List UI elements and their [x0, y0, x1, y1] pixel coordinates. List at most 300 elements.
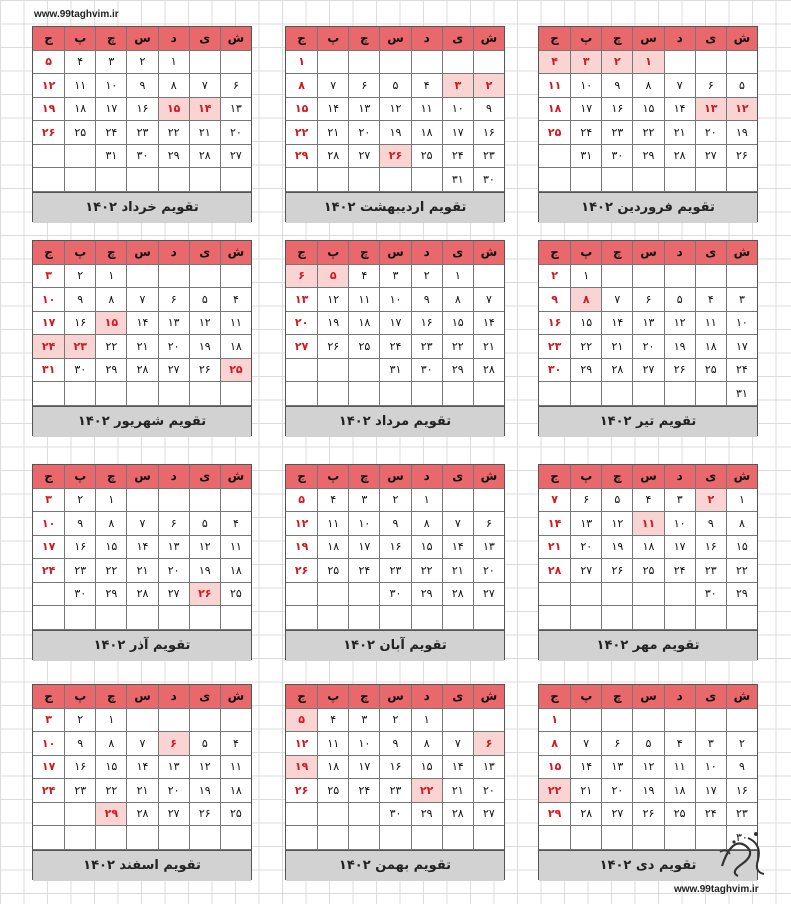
day-cell: ۲۸: [442, 803, 473, 827]
day-cell: ۱۴: [539, 512, 570, 536]
day-cell: ۶: [158, 288, 189, 312]
day-cell: ۲۴: [348, 779, 379, 803]
day-cell: ۱۶: [411, 312, 442, 336]
day-cell: ۱۵: [726, 536, 757, 560]
day-cell: ۱۰: [570, 74, 601, 98]
month-calendar: [32, 240, 252, 436]
day-cell: ۲۴: [379, 335, 410, 359]
weekday-header: ش: [473, 685, 504, 709]
day-cell: ۲۰: [158, 559, 189, 583]
day-cell: ۹: [539, 288, 570, 312]
day-cell: ۱۵: [158, 98, 189, 122]
day-cell: ۹: [473, 98, 504, 122]
day-cell: ۴: [695, 288, 726, 312]
day-cell: ۲۶: [664, 359, 695, 383]
weekday-header: ی: [695, 465, 726, 489]
weekday-header: س: [126, 685, 157, 709]
empty-cell: [286, 803, 317, 827]
empty-cell: [220, 826, 251, 850]
day-cell: ۴: [539, 51, 570, 75]
day-cell: ۳۰: [726, 826, 757, 850]
day-cell: ۳: [33, 489, 64, 513]
month-calendar: [285, 464, 505, 660]
empty-cell: [442, 826, 473, 850]
day-cell: ۲۹: [95, 359, 126, 383]
day-cell: ۱۱: [317, 732, 348, 756]
day-cell: ۲۲: [539, 779, 570, 803]
day-cell: ۲۴: [442, 145, 473, 169]
day-cell: ۱۶: [473, 121, 504, 145]
day-cell: ۱۴: [664, 98, 695, 122]
empty-cell: [473, 382, 504, 406]
weekday-header: د: [664, 465, 695, 489]
weekday-header: چ: [95, 241, 126, 265]
weekday-header: ج: [539, 465, 570, 489]
month-title: تقویم مرداد ۱۴۰۲: [286, 406, 504, 437]
empty-cell: [601, 168, 632, 192]
empty-cell: [286, 583, 317, 607]
day-cell: ۶: [158, 732, 189, 756]
empty-cell: [33, 826, 64, 850]
day-cell: ۵: [189, 732, 220, 756]
empty-cell: [695, 168, 726, 192]
day-cell: ۱۰: [442, 98, 473, 122]
day-cell: ۲۴: [33, 335, 64, 359]
day-cell: ۴: [348, 265, 379, 289]
day-cell: ۱۰: [348, 732, 379, 756]
day-cell: ۹: [601, 74, 632, 98]
day-cell: ۲۹: [539, 803, 570, 827]
weekday-header: د: [158, 241, 189, 265]
day-cell: ۱۰: [33, 288, 64, 312]
weekday-header: ی: [695, 241, 726, 265]
day-cell: ۲۳: [601, 121, 632, 145]
day-cell: ۲۷: [473, 583, 504, 607]
day-cell: ۲۷: [158, 583, 189, 607]
empty-cell: [317, 382, 348, 406]
empty-cell: [158, 606, 189, 630]
day-cell: ۱۷: [33, 312, 64, 336]
empty-cell: [473, 826, 504, 850]
day-cell: ۲۰: [473, 559, 504, 583]
day-cell: ۱۲: [726, 98, 757, 122]
weekday-header: د: [158, 27, 189, 51]
weekday-header: چ: [601, 27, 632, 51]
day-cell: ۳۱: [379, 359, 410, 383]
empty-cell: [126, 168, 157, 192]
day-cell: ۱۰: [695, 756, 726, 780]
weekday-header: پ: [570, 241, 601, 265]
day-cell: ۲۰: [286, 312, 317, 336]
website-url-bottom[interactable]: www.99taghvim.ir: [674, 884, 759, 895]
day-cell: ۲: [601, 51, 632, 75]
month-calendar: [285, 684, 505, 880]
day-cell: ۲۸: [664, 145, 695, 169]
day-cell: ۹: [64, 732, 95, 756]
day-cell: ۶: [473, 732, 504, 756]
empty-cell: [411, 382, 442, 406]
empty-cell: [348, 606, 379, 630]
empty-cell: [570, 826, 601, 850]
day-cell: ۲۰: [473, 779, 504, 803]
day-cell: ۲۳: [379, 779, 410, 803]
day-cell: ۱۰: [726, 312, 757, 336]
day-cell: ۲۲: [632, 121, 663, 145]
days-grid: [286, 685, 504, 850]
day-cell: ۲۹: [726, 583, 757, 607]
day-cell: ۱۶: [126, 98, 157, 122]
day-cell: ۲۰: [570, 536, 601, 560]
empty-cell: [539, 168, 570, 192]
day-cell: ۷: [442, 512, 473, 536]
day-cell: ۲۲: [411, 779, 442, 803]
day-cell: ۱۵: [539, 756, 570, 780]
day-cell: ۲۳: [539, 335, 570, 359]
empty-cell: [33, 583, 64, 607]
day-cell: ۱۸: [220, 335, 251, 359]
weekday-header: د: [411, 685, 442, 709]
day-cell: ۳۱: [33, 359, 64, 383]
day-cell: ۳۱: [570, 145, 601, 169]
month-title: تقویم مهر ۱۴۰۲: [539, 630, 757, 661]
empty-cell: [632, 265, 663, 289]
day-cell: ۷: [442, 732, 473, 756]
weekday-header: ش: [220, 241, 251, 265]
day-cell: ۱۸: [317, 756, 348, 780]
days-grid: [539, 241, 757, 406]
weekday-header: ج: [286, 27, 317, 51]
day-cell: ۴: [220, 512, 251, 536]
day-cell: ۱۱: [317, 512, 348, 536]
empty-cell: [473, 265, 504, 289]
day-cell: ۱۹: [33, 98, 64, 122]
weekday-header: ش: [726, 685, 757, 709]
day-cell: ۲۵: [220, 583, 251, 607]
empty-cell: [379, 168, 410, 192]
day-cell: ۱: [411, 489, 442, 513]
day-cell: ۱۹: [379, 121, 410, 145]
empty-cell: [33, 803, 64, 827]
day-cell: ۴: [317, 489, 348, 513]
empty-cell: [286, 606, 317, 630]
weekday-header: س: [632, 241, 663, 265]
empty-cell: [158, 826, 189, 850]
day-cell: ۹: [695, 512, 726, 536]
day-cell: ۲۹: [442, 359, 473, 383]
weekday-header: س: [379, 465, 410, 489]
empty-cell: [33, 168, 64, 192]
day-cell: ۲۵: [64, 121, 95, 145]
day-cell: ۱: [95, 265, 126, 289]
month-title: تقویم بهمن ۱۴۰۲: [286, 850, 504, 881]
day-cell: ۱۸: [220, 559, 251, 583]
day-cell: ۲: [726, 732, 757, 756]
empty-cell: [601, 265, 632, 289]
weekday-header: س: [632, 27, 663, 51]
weekday-header: چ: [348, 27, 379, 51]
empty-cell: [64, 382, 95, 406]
day-cell: ۱۶: [64, 536, 95, 560]
weekday-header: د: [411, 465, 442, 489]
day-cell: ۱۴: [126, 536, 157, 560]
empty-cell: [411, 606, 442, 630]
weekday-header: ش: [473, 27, 504, 51]
day-cell: ۱۵: [411, 756, 442, 780]
day-cell: ۱۴: [126, 312, 157, 336]
day-cell: ۲۶: [189, 583, 220, 607]
empty-cell: [379, 826, 410, 850]
month-title: تقویم خرداد ۱۴۰۲: [33, 192, 251, 223]
day-cell: ۱۱: [539, 74, 570, 98]
day-cell: ۲۳: [64, 779, 95, 803]
day-cell: ۱۸: [539, 98, 570, 122]
day-cell: ۲۵: [220, 803, 251, 827]
day-cell: ۱۲: [379, 98, 410, 122]
day-cell: ۲۶: [286, 779, 317, 803]
day-cell: ۱۶: [64, 756, 95, 780]
day-cell: ۵: [286, 489, 317, 513]
day-cell: ۲۲: [570, 335, 601, 359]
day-cell: ۲۶: [726, 145, 757, 169]
day-cell: ۲۲: [726, 559, 757, 583]
day-cell: ۸: [158, 74, 189, 98]
empty-cell: [158, 382, 189, 406]
day-cell: ۵: [632, 732, 663, 756]
day-cell: ۲۱: [473, 335, 504, 359]
empty-cell: [379, 51, 410, 75]
day-cell: ۶: [632, 288, 663, 312]
day-cell: ۱۷: [379, 312, 410, 336]
day-cell: ۲۹: [632, 145, 663, 169]
empty-cell: [126, 265, 157, 289]
day-cell: ۸: [632, 74, 663, 98]
day-cell: ۲۶: [189, 803, 220, 827]
empty-cell: [95, 168, 126, 192]
day-cell: ۲۹: [286, 145, 317, 169]
day-cell: ۱۰: [33, 512, 64, 536]
empty-cell: [317, 359, 348, 383]
empty-cell: [126, 606, 157, 630]
weekday-header: س: [632, 685, 663, 709]
day-cell: ۲۴: [33, 559, 64, 583]
day-cell: ۱۳: [158, 312, 189, 336]
empty-cell: [317, 51, 348, 75]
day-cell: ۲۱: [317, 121, 348, 145]
day-cell: ۸: [95, 512, 126, 536]
empty-cell: [664, 382, 695, 406]
day-cell: ۱۵: [442, 312, 473, 336]
weekday-header: ش: [220, 27, 251, 51]
day-cell: ۶: [348, 74, 379, 98]
day-cell: ۱۳: [695, 98, 726, 122]
day-cell: ۱۲: [632, 756, 663, 780]
weekday-header: س: [379, 27, 410, 51]
empty-cell: [570, 709, 601, 733]
day-cell: ۱۶: [64, 312, 95, 336]
days-grid: [539, 27, 757, 192]
empty-cell: [33, 145, 64, 169]
day-cell: ۲۱: [126, 335, 157, 359]
weekday-header: پ: [64, 685, 95, 709]
day-cell: ۲۱: [601, 335, 632, 359]
empty-cell: [189, 826, 220, 850]
day-cell: ۹: [726, 756, 757, 780]
day-cell: ۱۳: [158, 536, 189, 560]
day-cell: ۲۹: [570, 359, 601, 383]
empty-cell: [632, 583, 663, 607]
day-cell: ۱۹: [601, 536, 632, 560]
empty-cell: [664, 51, 695, 75]
weekday-header: چ: [95, 465, 126, 489]
empty-cell: [348, 826, 379, 850]
day-cell: ۱۲: [189, 756, 220, 780]
empty-cell: [601, 709, 632, 733]
days-grid: [33, 465, 251, 630]
day-cell: ۷: [126, 288, 157, 312]
day-cell: ۱۹: [664, 335, 695, 359]
empty-cell: [158, 709, 189, 733]
empty-cell: [220, 606, 251, 630]
day-cell: ۱۷: [570, 98, 601, 122]
day-cell: ۲۴: [570, 121, 601, 145]
day-cell: ۷: [126, 732, 157, 756]
empty-cell: [695, 382, 726, 406]
day-cell: ۷: [539, 489, 570, 513]
empty-cell: [348, 803, 379, 827]
day-cell: ۵: [189, 512, 220, 536]
day-cell: ۲۲: [442, 335, 473, 359]
day-cell: ۸: [726, 512, 757, 536]
empty-cell: [539, 826, 570, 850]
day-cell: ۲۷: [348, 145, 379, 169]
empty-cell: [126, 826, 157, 850]
days-grid: [286, 241, 504, 406]
weekday-header: س: [379, 241, 410, 265]
days-grid: [33, 27, 251, 192]
day-cell: ۲۰: [220, 121, 251, 145]
day-cell: ۱۵: [632, 98, 663, 122]
empty-cell: [95, 826, 126, 850]
weekday-header: ش: [220, 685, 251, 709]
empty-cell: [601, 826, 632, 850]
day-cell: ۱۷: [95, 98, 126, 122]
weekday-header: چ: [601, 241, 632, 265]
empty-cell: [158, 489, 189, 513]
empty-cell: [317, 606, 348, 630]
day-cell: ۱۳: [473, 536, 504, 560]
empty-cell: [64, 145, 95, 169]
empty-cell: [632, 168, 663, 192]
month-calendar: [285, 26, 505, 222]
month-calendar: [538, 26, 758, 222]
day-cell: ۳۰: [126, 145, 157, 169]
day-cell: ۶: [220, 74, 251, 98]
day-cell: ۲۸: [473, 359, 504, 383]
day-cell: ۳۱: [726, 382, 757, 406]
empty-cell: [664, 826, 695, 850]
day-cell: ۱۸: [220, 779, 251, 803]
day-cell: ۳۰: [695, 583, 726, 607]
day-cell: ۲۴: [95, 121, 126, 145]
weekday-header: ی: [189, 465, 220, 489]
weekday-header: ج: [33, 465, 64, 489]
day-cell: ۱۸: [317, 536, 348, 560]
day-cell: ۱۹: [286, 756, 317, 780]
day-cell: ۲: [379, 709, 410, 733]
day-cell: ۳۰: [411, 359, 442, 383]
day-cell: ۳: [379, 265, 410, 289]
day-cell: ۱۹: [189, 559, 220, 583]
empty-cell: [570, 606, 601, 630]
day-cell: ۸: [411, 732, 442, 756]
month-title: تقویم آبان ۱۴۰۲: [286, 630, 504, 661]
weekday-header: ج: [33, 241, 64, 265]
empty-cell: [695, 51, 726, 75]
day-cell: ۳: [348, 489, 379, 513]
day-cell: ۱۷: [348, 756, 379, 780]
day-cell: ۱: [95, 709, 126, 733]
day-cell: ۲۴: [664, 559, 695, 583]
logo-icon: [712, 826, 772, 882]
day-cell: ۳: [348, 709, 379, 733]
empty-cell: [539, 382, 570, 406]
day-cell: ۱: [95, 489, 126, 513]
day-cell: ۲۸: [539, 559, 570, 583]
empty-cell: [442, 51, 473, 75]
weekday-header: چ: [601, 465, 632, 489]
day-cell: ۱۴: [317, 98, 348, 122]
day-cell: ۱۷: [442, 121, 473, 145]
day-cell: ۱۶: [539, 312, 570, 336]
day-cell: ۳: [726, 288, 757, 312]
day-cell: ۱: [632, 51, 663, 75]
day-cell: ۲۴: [695, 803, 726, 827]
day-cell: ۲۸: [189, 145, 220, 169]
day-cell: ۲۳: [379, 559, 410, 583]
weekday-header: د: [664, 27, 695, 51]
day-cell: ۱۹: [189, 779, 220, 803]
day-cell: ۲۳: [695, 559, 726, 583]
day-cell: ۱۳: [570, 512, 601, 536]
day-cell: ۱۷: [726, 335, 757, 359]
weekday-header: د: [664, 241, 695, 265]
empty-cell: [473, 709, 504, 733]
day-cell: ۳۰: [64, 583, 95, 607]
day-cell: ۳۰: [379, 803, 410, 827]
weekday-header: س: [632, 465, 663, 489]
day-cell: ۶: [601, 732, 632, 756]
day-cell: ۳۱: [442, 168, 473, 192]
website-url-top[interactable]: www.99taghvim.ir: [34, 9, 119, 20]
empty-cell: [473, 51, 504, 75]
weekday-header: د: [158, 465, 189, 489]
day-cell: ۳۰: [379, 583, 410, 607]
empty-cell: [64, 168, 95, 192]
weekday-header: س: [126, 465, 157, 489]
day-cell: ۲۹: [95, 803, 126, 827]
empty-cell: [601, 583, 632, 607]
days-grid: [539, 685, 757, 850]
weekday-header: د: [411, 27, 442, 51]
day-cell: ۲: [64, 489, 95, 513]
month-calendar: [32, 26, 252, 222]
days-grid: [286, 27, 504, 192]
day-cell: ۱۹: [317, 312, 348, 336]
empty-cell: [539, 583, 570, 607]
day-cell: ۱۹: [726, 121, 757, 145]
empty-cell: [664, 583, 695, 607]
day-cell: ۱: [570, 265, 601, 289]
